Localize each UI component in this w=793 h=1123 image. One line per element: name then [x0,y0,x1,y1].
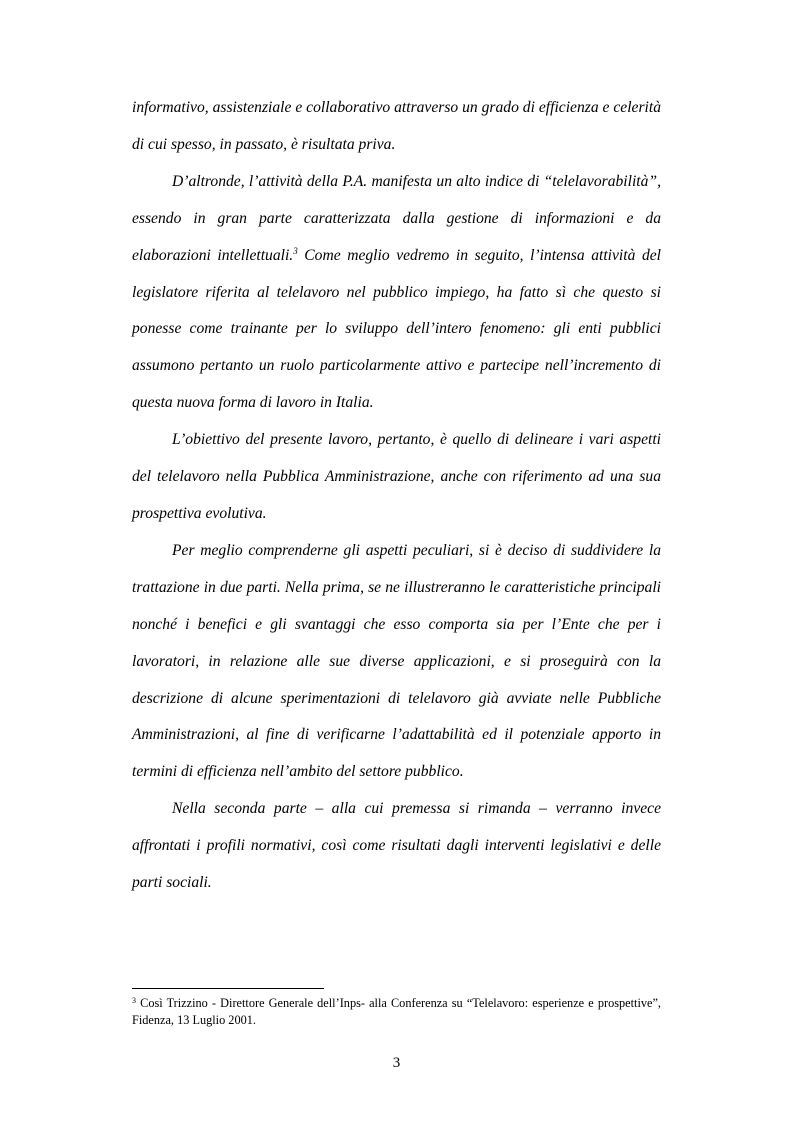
paragraph-obiettivo: L’obiettivo del presente lavoro, pertanto, è quello di delineare i vari aspetti del telelavoro nella Pubblica Amministrazione, anche con riferimento ad una sua prospettiva evolutiva. [132,431,661,522]
footnote [132,995,661,1029]
body-text [132,90,661,902]
footnote-number: 3 [132,996,136,1005]
footnote-text: Così Trizzino - Direttore Generale dell’Inps- alla Conferenza su “Telelavoro: esperienze e prospettive”, Fidenza, 13 Luglio 2001. [132,996,661,1027]
paragraph-struttura: Per meglio comprenderne gli aspetti peculiari, si è deciso di suddividere la trattazione in due parti. Nella prima, se ne illustreranno le caratteristiche principali nonché i benefici e gli svantaggi che esso comporta sia per l’Ente che per i lavoratori, in relazione alle sue diverse applicazioni, e si proseguirà con la descrizione di alcune sperimentazioni di telelavoro già avviate nelle Pubbliche Amministrazioni, al fine di verificarne l’adattabilità ed il potenziale apporto in termini di efficienza nell’ambito del settore pubblico. [132,541,661,781]
paragraph-text-after-ref: Come meglio vedremo in seguito, l’intensa attività del legislatore riferita al telelavoro nel pubblico impiego, ha fatto sì che questo si ponesse come trainante per lo sviluppo dell’intero fenomeno: gli enti pubblici assumono pertanto un ruolo particolarmente attivo e partecipe nell’incremento di questa nuova forma di lavoro in Italia. [132,246,661,412]
paragraph-continuation: informativo, assistenziale e collaborativo attraverso un grado di efficienza e celerità di cui spesso, in passato, è risultata priva. [132,99,661,153]
paragraph-seconda-parte: Nella seconda parte – alla cui premessa si rimanda – verranno invece affrontati i profili normativi, così come risultati dagli interventi legislativi e delle parti sociali. [132,800,661,892]
footnote-reference[interactable]: 3 [293,245,298,256]
paragraph-text-before-ref: D’altronde, l’attività della P.A. manifesta un alto indice di “telelavorabilità”, essendo in gran parte caratterizzata dalla gestione di informazioni e da elaborazioni intellettuali. [132,172,661,264]
footnote-separator [132,988,324,989]
page-number: 3 [392,1055,401,1071]
paragraph-pa-telelavorabilita [132,164,661,422]
